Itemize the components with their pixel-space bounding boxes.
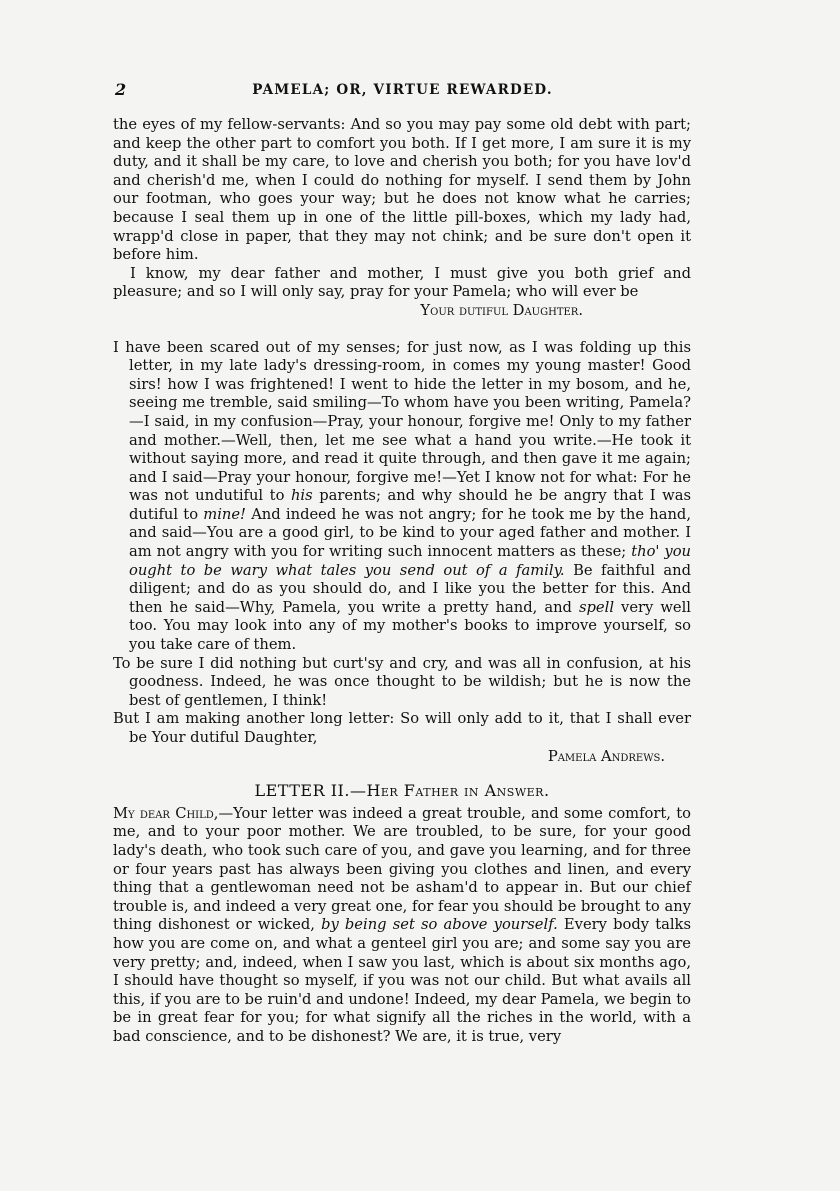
ps1-italic-spell: spell — [578, 598, 615, 616]
letter1-signature: Your dutiful Daughter. — [420, 301, 583, 319]
letter1-continuation: the eyes of my fellow-servants: And so you may pay some old debt with part; and keep the other part to comfort you both. If I get more, I am sure it is my duty, and it shall be my care, to love and cherish you both; for you have lov'd and cherish'd me, when I could do nothing for myself. I send them by John our footman, who goes your way; but he does not know what he carries; because I seal them up in one of the little pill-boxes, which my lady had, wrapp'd close in paper, that they may not chink; and be sure don't open it before him. — [113, 116, 691, 264]
letter1-closing: I know, my dear father and mother, I must give you both grief and pleasure; and so I will only say, pray for your Pamela; who will ever be — [113, 264, 691, 301]
running-title: PAMELA; OR, VIRTUE REWARDED. — [252, 82, 553, 98]
ps1-text-c: And indeed he was not angry; for he took me by the hand, and said—You are a good girl, to be kind to your aged father and mother. I am not angry with you for writing such innocent matters as these; — [129, 505, 692, 561]
letter2-salutation: My dear Child, — [113, 804, 219, 822]
letter2-heading-title: Her Father in Answer. — [366, 781, 550, 801]
spacer — [113, 321, 691, 339]
page-body — [113, 116, 691, 1047]
ps1-italic-warning: tho' you ought to be wary what tales you send out of a family. — [129, 543, 691, 579]
page-header — [115, 80, 690, 104]
letter2-text-a: —Your letter was indeed a great trouble, and some comfort, to me, and to your poor mother. We are troubled, to be sure, for your good lady's death, who took such care of you, and gave you learning, and for three or four years past has always been giving you clothes and linen, and every thing that a gentlewoman need not be asham'd to appear in. But our chief trouble is, and indeed a very great one, for fear you should be brought to any thing dishonest or wicked, — [113, 804, 691, 934]
ps1-italic-his: his — [290, 487, 313, 505]
spacer — [113, 766, 691, 778]
letter2-text-b: Every body talks how you are come on, and what a genteel girl you are; and some say you are very pretty; and, indeed, when I saw you last, which is about six months ago, I should have thought so myself, if you was not our child. But what avails all this, if you are to be ruin'd and undone! Indeed, my dear Pamela, we begin to be in great fear for you; for what signify all the riches in the world, with a bad conscience, and to be dishonest? We are, it is true, very — [113, 916, 691, 1045]
letter2-italic: by being set so above yourself. — [321, 916, 558, 934]
ps1-italic-mine: mine! — [203, 505, 246, 523]
page-number: 2 — [115, 80, 128, 99]
letter2-heading-number: LETTER II.— — [254, 781, 367, 801]
ps1-text-d: Be faithful and diligent; and do as you should do, and I like you the better for this. And then he said—Why, Pamela, you write a pretty hand, and — [129, 561, 691, 616]
letter2-body — [113, 805, 691, 1047]
ps1-text-a: I have been scared out of my senses; for just now, as I was folding up this letter, in my late lady's dressing-room, in comes my young master! Good sirs! how I was frightened! I went to hide the letter in my bosom, and he, seeing me tremble, said smiling—To whom have you been writing, Pamela?—I said, in my confusion—Pray, your honour, forgive me! Only to my father and mother.—Well, then, let me see what a hand you write.—He took it without saying more, and read it quite through, and then gave it me again; and I said—Pray your honour, forgive me!—Yet I know not for what: For he was not undutiful to — [113, 338, 691, 505]
ps1-text-b: parents; and why should he be angry that I was dutiful to — [129, 487, 691, 523]
postscript-paragraph-1 — [113, 339, 691, 655]
letter2-heading — [113, 782, 691, 801]
ps1-text-e: very well too. You may look into any of my mother's books to improve yourself, so you take care of them. — [129, 598, 692, 654]
postscript-paragraph-3: But I am making another long letter: So will only add to it, that I shall ever be Your dutiful Daughter, — [113, 710, 691, 746]
postscript-signature: Pamela Andrews. — [547, 747, 665, 765]
postscript-paragraph-2: To be sure I did nothing but curt'sy and cry, and was all in confusion, at his goodness. Indeed, he was once thought to be wildish; but he is now the best of gentlemen, I think! — [113, 654, 691, 709]
